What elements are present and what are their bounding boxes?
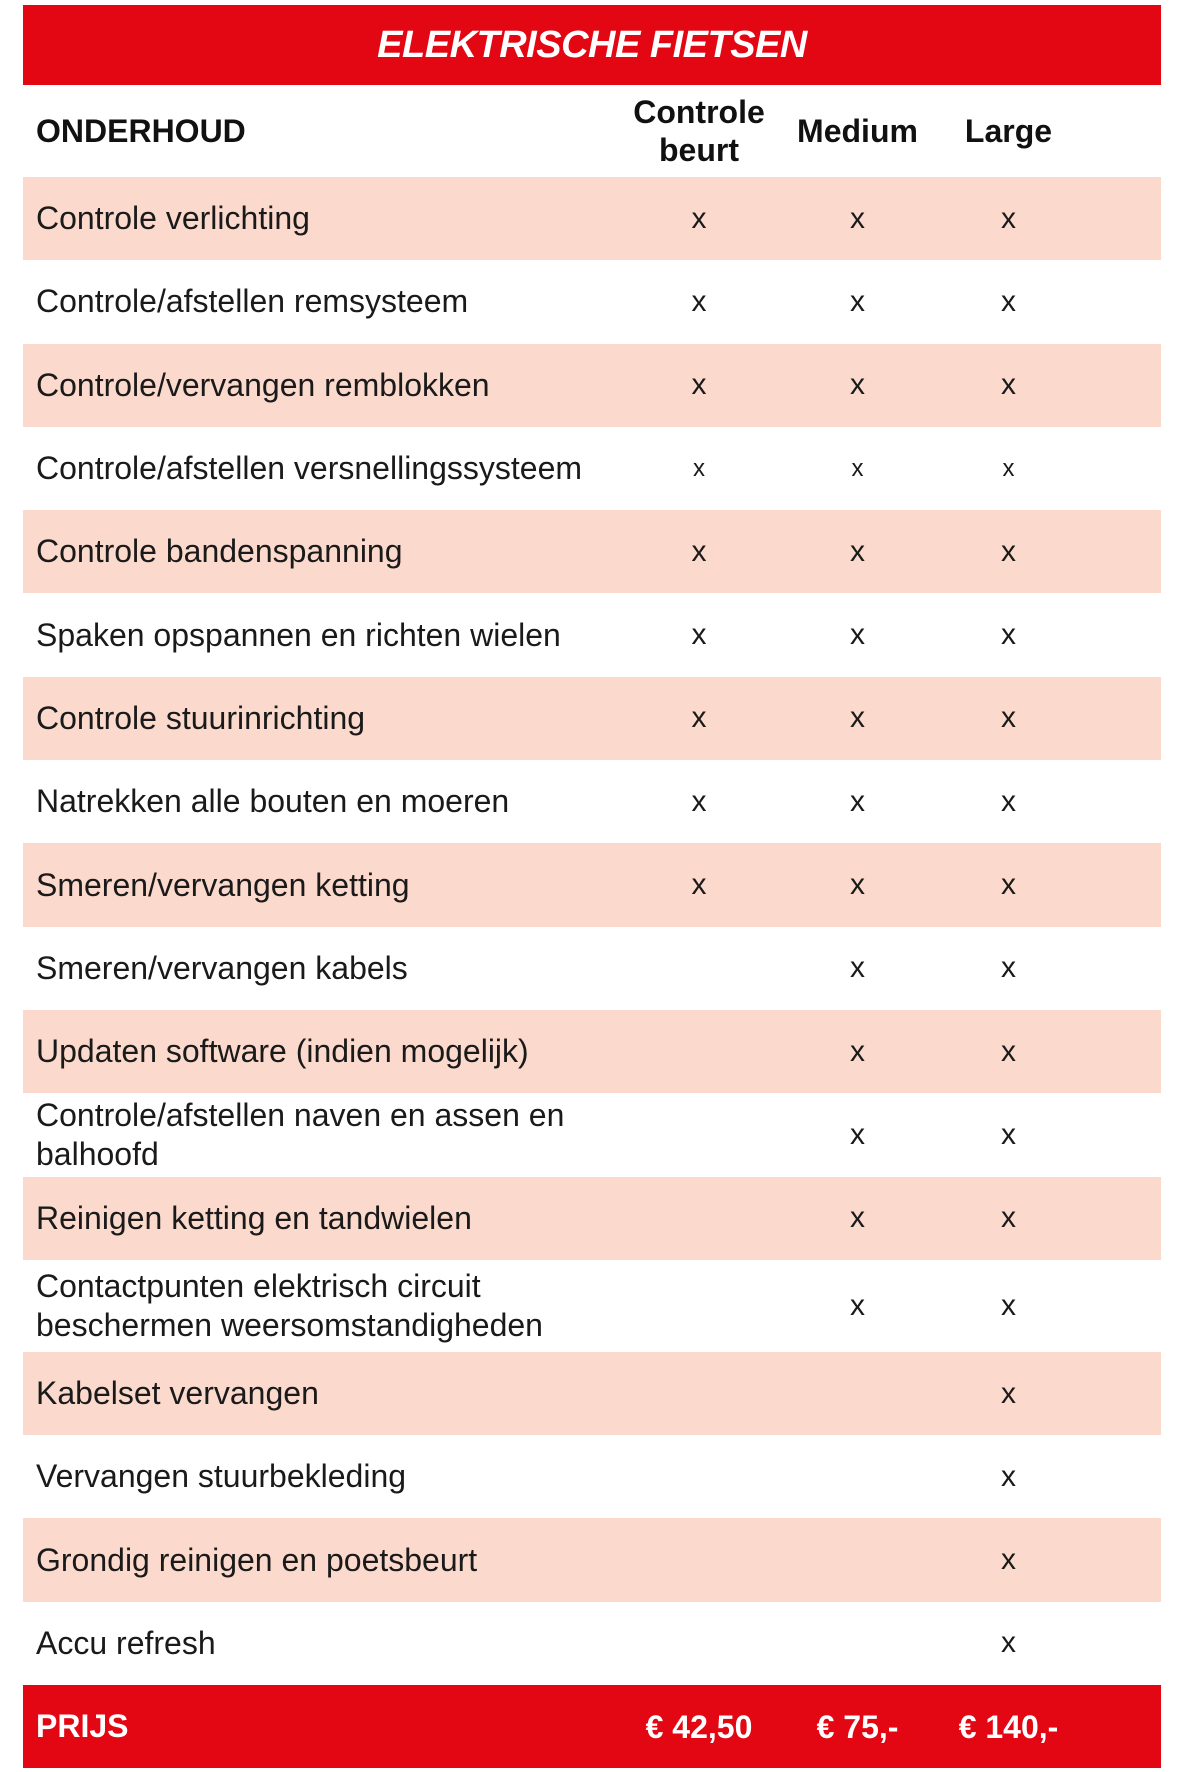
table-row [23,843,1161,926]
table-body [23,177,1161,1685]
large-mark: x [1001,1626,1016,1660]
medium-mark: x [850,1117,865,1151]
row-label: Controle/afstellen versnellingssysteem [36,450,583,487]
controle-mark: x [691,784,707,818]
controle-mark: x [693,454,705,482]
price-label: PRIJS [36,1708,129,1745]
table-row [23,1602,1161,1685]
controle-mark: x [691,618,707,652]
controle-mark: x [691,201,707,235]
row-label: Controle bandenspanning [36,533,403,570]
row-label: Kabelset vervangen [36,1375,319,1411]
large-mark: x [1001,701,1016,735]
maintenance-table [23,5,1161,1768]
table-title [23,5,1161,85]
row-label: Controle/afstellen naven en assen en balhoofd [36,1096,565,1172]
row-label: Controle verlichting [36,200,310,237]
table-row [23,344,1161,427]
large-mark: x [1001,284,1016,318]
medium-mark: x [850,618,865,652]
controle-mark: x [691,868,707,902]
table-row [23,1093,1161,1176]
large-mark: x [1001,951,1016,985]
row-label: Natrekken alle bouten en moeren [36,783,510,820]
row-label: Vervangen stuurbekleding [36,1458,407,1495]
header-onderhoud: ONDERHOUD [36,112,246,149]
row-label: Accu refresh [36,1624,216,1661]
price-medium: € 75,- [816,1708,899,1745]
large-mark: x [1001,1034,1016,1068]
medium-mark: x [850,784,865,818]
header-controle-beurt: Controle beurt [633,94,765,168]
medium-mark: x [850,534,865,568]
row-label: Controle/vervangen remblokken [36,366,490,403]
row-label: Grondig reinigen en poetsbeurt [36,1541,478,1578]
table-row [23,1177,1161,1260]
row-label: Smeren/vervangen ketting [36,866,410,903]
table-row [23,1435,1161,1518]
large-mark: x [1001,1288,1016,1322]
header-medium: Medium [797,113,918,149]
header-large: Large [964,113,1053,149]
table-row [23,1518,1161,1601]
medium-mark: x [850,868,865,902]
large-mark: x [1001,1117,1016,1151]
large-mark: x [1001,1459,1016,1493]
table-row [23,260,1161,343]
table-row [23,760,1161,843]
large-mark: x [1001,868,1016,902]
large-mark: x [1001,1201,1016,1235]
table-row [23,927,1161,1010]
price-large: € 140,- [958,1708,1059,1745]
table-row [23,677,1161,760]
medium-mark: x [850,701,865,735]
row-label: Reinigen ketting en tandwielen [36,1199,472,1236]
table-row [23,177,1161,260]
controle-mark: x [691,368,707,402]
medium-mark: x [850,201,865,235]
row-label: Controle/afstellen remsysteem [36,283,469,320]
row-label: Smeren/vervangen kabels [36,949,408,986]
table-row [23,1352,1161,1435]
large-mark: x [1001,618,1016,652]
large-mark: x [1001,1376,1016,1410]
controle-mark: x [691,534,707,568]
medium-mark: x [850,284,865,318]
table-row [23,593,1161,676]
table-row [23,1260,1161,1352]
large-mark: x [1002,454,1015,482]
row-label: Controle stuurinrichting [36,699,366,736]
row-label: Contactpunten elektrisch circuit beschermen weersomstandigheden [36,1267,543,1343]
large-mark: x [1001,534,1016,568]
price-row [23,1685,1161,1768]
medium-mark: x [850,951,865,985]
medium-mark: x [850,1288,865,1322]
controle-mark: x [691,701,707,735]
large-mark: x [1001,1543,1016,1577]
price-controle: € 42,50 [645,1708,753,1745]
table-header [23,85,1161,177]
table-row [23,1010,1161,1093]
medium-mark: x [851,454,864,482]
row-label: Updaten software (indien mogelijk) [36,1033,529,1070]
table-row [23,510,1161,593]
large-mark: x [1001,368,1016,402]
title-text: ELEKTRISCHE FIETSEN [377,23,807,66]
medium-mark: x [850,368,865,402]
large-mark: x [1001,201,1016,235]
medium-mark: x [850,1034,865,1068]
row-label: Spaken opspannen en richten wielen [36,616,561,653]
large-mark: x [1001,784,1016,818]
controle-mark: x [691,284,707,318]
table-row [23,427,1161,510]
medium-mark: x [850,1201,865,1235]
